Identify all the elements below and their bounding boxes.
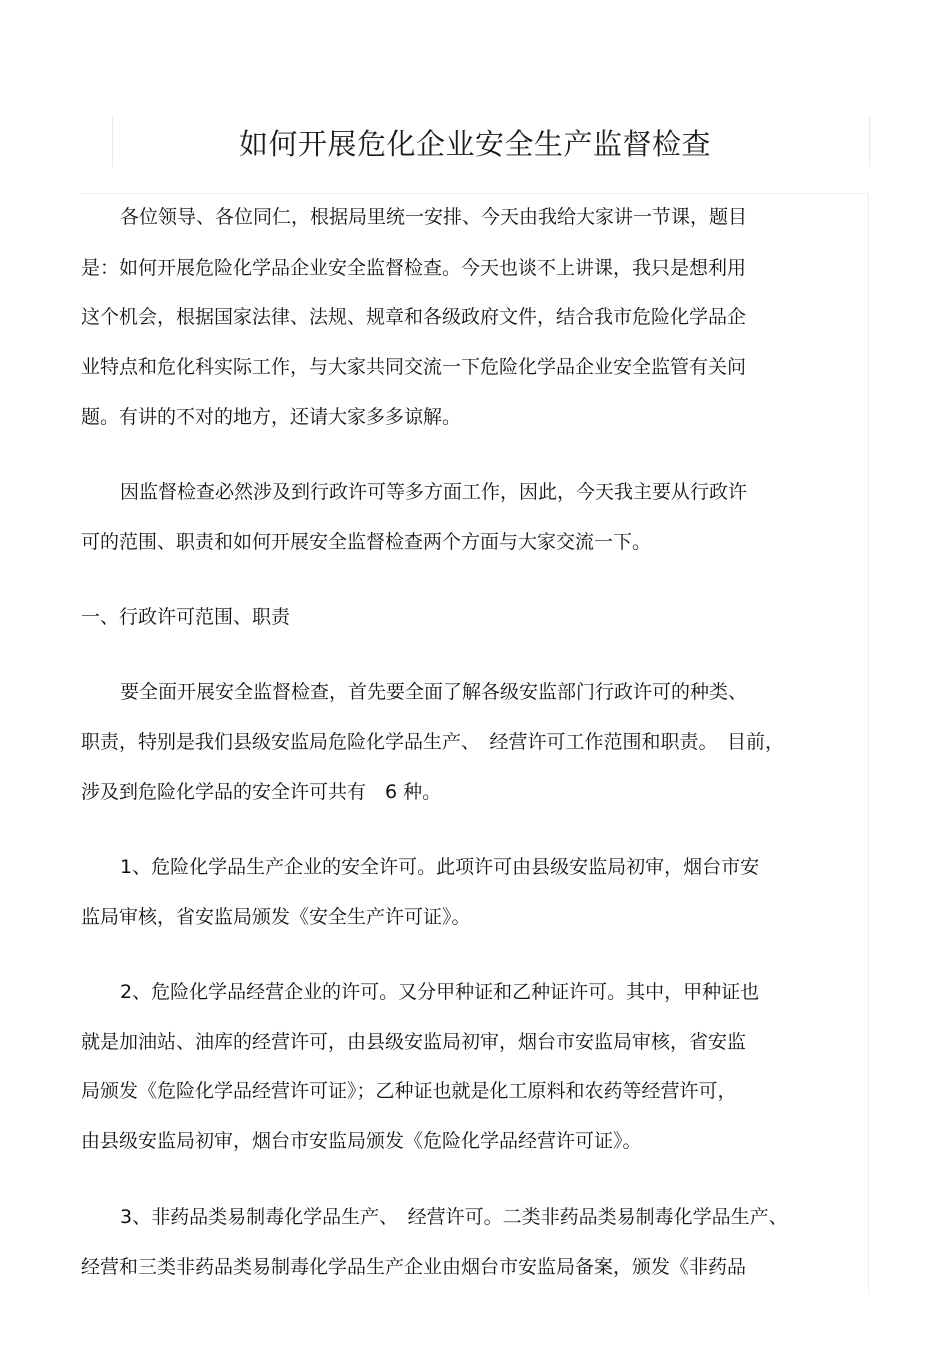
document-title: 如何开展危化企业安全生产监督检查 xyxy=(238,127,711,161)
list-item-line: 1、危险化学品生产企业的安全许可。此项许可由县级安监局初审，烟台市安 xyxy=(120,856,760,878)
list-item-line: 由县级安监局初审，烟台市安监局颁发《危险化学品经营许可证》。 xyxy=(81,1130,642,1152)
paragraph-line: 可的范围、职责和如何开展安全监督检查两个方面与大家交流一下。 xyxy=(81,531,652,553)
list-item-line: 就是加油站、油库的经营许可，由县级安监局初审，烟台市安监局审核，省安监 xyxy=(81,1031,747,1053)
paragraph-line: 因监督检查必然涉及到行政许可等多方面工作，因此，今天我主要从行政许 xyxy=(120,481,748,503)
paragraph-line: 职责，特别是我们县级安监局危险化学品生产、 经营许可工作范围和职责。 目前， xyxy=(81,731,785,753)
list-item-line: 监局审核，省安监局颁发《安全生产许可证》。 xyxy=(81,906,471,928)
paragraph-line: 题。有讲的不对的地方，还请大家多多谅解。 xyxy=(81,406,462,428)
paragraph-line: 业特点和危化科实际工作，与大家共同交流一下危险化学品企业安全监管有关问 xyxy=(81,356,747,378)
paragraph-line: 是：如何开展危险化学品企业安全监督检查。今天也谈不上讲课，我只是想利用 xyxy=(81,257,747,279)
list-item-line: 经营和三类非药品类易制毒化学品生产企业由烟台市安监局备案，颁发《非药品 xyxy=(81,1256,747,1278)
list-item-line: 局颁发《危险化学品经营许可证》；乙种证也就是化工原料和农药等经营许可， xyxy=(81,1080,737,1102)
paragraph-line: 要全面开展安全监督检查，首先要全面了解各级安监部门行政许可的种类、 xyxy=(120,681,748,703)
section-heading: 一、行政许可范围、职责 xyxy=(81,606,291,628)
list-item-line: 3、非药品类易制毒化学品生产、 经营许可。二类非药品类易制毒化学品生产、 xyxy=(120,1206,788,1228)
list-item-line: 2、危险化学品经营企业的许可。又分甲种证和乙种证许可。其中，甲种证也 xyxy=(120,981,760,1003)
paragraph-line: 这个机会，根据国家法律、法规、规章和各级政府文件，结合我市危险化学品企 xyxy=(81,306,747,328)
paragraph-line: 涉及到危险化学品的安全许可共有 6 种。 xyxy=(81,781,442,803)
paragraph-line: 各位领导、各位同仁，根据局里统一安排、今天由我给大家讲一节课，题目 xyxy=(120,206,748,228)
